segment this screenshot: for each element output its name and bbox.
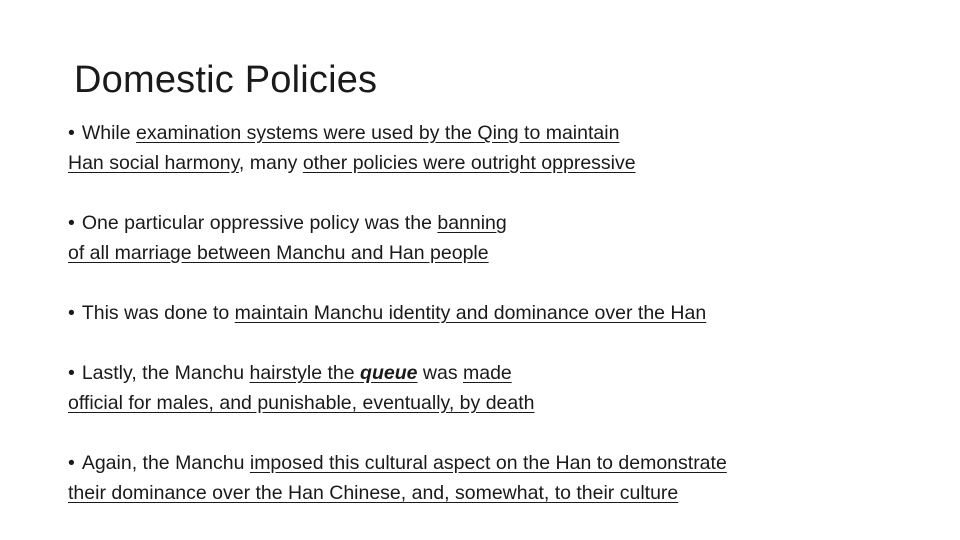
underlined-text: imposed this cultural aspect on the Han to demonstrate	[249, 452, 727, 474]
bullet-line	[68, 448, 928, 478]
bullet-line	[68, 298, 928, 328]
bullet-text: This was done to	[81, 302, 235, 324]
bullet-dot: •	[68, 302, 75, 324]
bullet-item-queue	[68, 358, 928, 418]
bullet-item-identity	[68, 298, 928, 328]
bullet-line	[68, 208, 928, 238]
bullet-line	[68, 388, 928, 418]
bullet-text: While	[81, 122, 137, 144]
underlined-text: made	[463, 362, 512, 384]
bullet-item-examination	[68, 118, 928, 178]
bullet-text: , many	[238, 152, 303, 174]
bullet-text: was	[417, 362, 463, 384]
bullet-item-imposition	[68, 448, 928, 508]
bullet-list	[68, 118, 928, 538]
bullet-text: One particular oppressive policy was the	[81, 212, 438, 234]
underlined-text: maintain Manchu identity and dominance over the Han	[234, 302, 707, 324]
bullet-line	[68, 238, 928, 268]
bullet-item-marriage-ban	[68, 208, 928, 268]
underlined-text: their dominance over the Han Chinese, and, somewhat, to their culture	[68, 482, 679, 504]
underlined-text: banning	[437, 212, 507, 234]
bullet-line	[68, 478, 928, 508]
underlined-text: other policies were outright oppressive	[302, 152, 636, 174]
bullet-line	[68, 148, 928, 178]
bullet-line	[68, 118, 928, 148]
bullet-dot: •	[68, 122, 75, 144]
underlined-text: official for males, and punishable, eventually, by death	[68, 392, 535, 414]
bullet-dot: •	[68, 452, 75, 474]
bullet-dot: •	[68, 212, 75, 234]
queue-term: queue	[360, 362, 418, 384]
bullet-text: Again, the Manchu	[81, 452, 250, 474]
bullet-text: Lastly, the Manchu	[81, 362, 250, 384]
slide-title: Domestic Policies	[74, 59, 378, 101]
underlined-text: hairstyle the	[249, 362, 361, 384]
bullet-line	[68, 358, 928, 388]
underlined-text: of all marriage between Manchu and Han people	[68, 242, 489, 264]
bullet-dot: •	[68, 362, 75, 384]
underlined-text: examination systems were used by the Qing to maintain	[136, 122, 620, 144]
underlined-text: Han social harmony	[68, 152, 239, 174]
